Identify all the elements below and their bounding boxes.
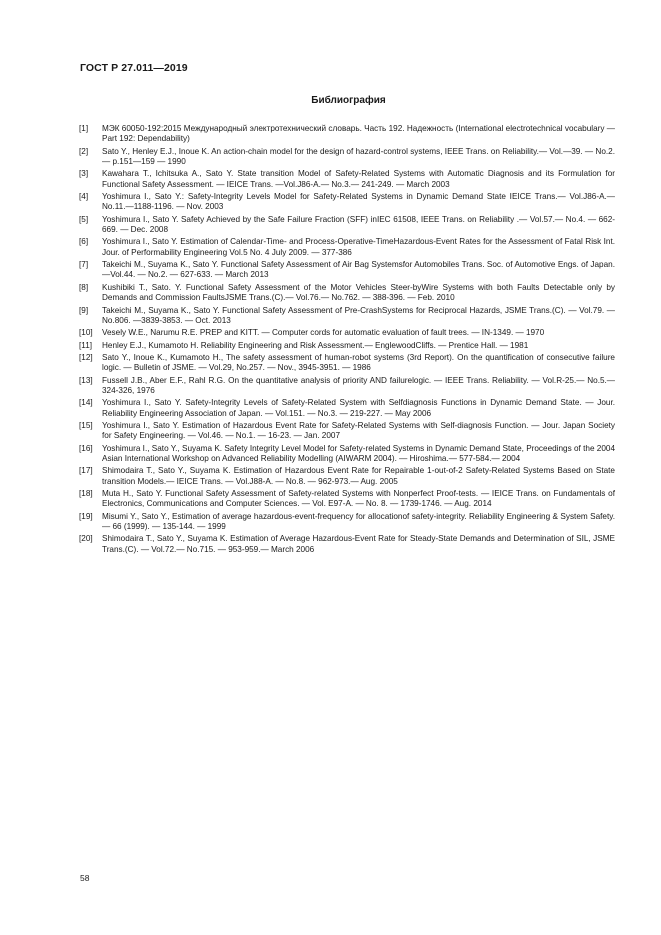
reference-item [79,306,615,327]
reference-number: [6] [79,237,89,247]
reference-item [79,215,615,236]
standard-header: ГОСТ Р 27.011—2019 [80,62,188,74]
reference-item [79,376,615,397]
reference-text: Vesely W.E., Narumu R.E. PREP and KITT. — Computer cords for automatic evaluation of fault trees. — IN-1349. — 1970 [102,328,545,338]
reference-number: [18] [79,489,93,499]
reference-item [79,260,615,281]
reference-item [79,444,615,465]
reference-text: Yoshimura I., Sato Y. Estimation of Calendar-Time- and Process-Operative-TimeHazardous-Event Rates for the Assessment of Fatal Risk Int. Jour. of Performability Engineering Vol.5 No. 4 July 2009. — 377-386 [102,237,615,257]
reference-text: Yoshimura I., Sato Y. Safety Achieved by the Safe Failure Fraction (SFF) inIEC 61508, IEEE Trans. on Reliability .— Vol.57.— No.4. — 662-669. — Dec. 2008 [102,214,615,235]
reference-text: Kushibiki T., Sato. Y. Functional Safety Assessment of the Motor Vehicles Steer-byWire Systems with both Faults Detectable only by Demands and Commission FaultsJSME Trans.(C).— Vol.76.— No.762. — 388-396. — Feb. 2010 [102,282,615,303]
reference-item [79,353,615,374]
reference-number: [3] [79,169,89,179]
page-number: 58 [80,873,90,883]
reference-number: [10] [79,328,93,338]
reference-number: [5] [79,214,89,224]
reference-item [79,192,615,213]
reference-text: Yoshimura I., Sato Y. Estimation of Hazardous Event Rate for Safety-Related Systems with Self-diagnosis Function. — Jour. Japan Society for Safety Engineering. — Vol.46. — No.1. — 16-23. — Jan. 2007 [102,421,615,441]
reference-item [79,512,615,533]
reference-number: [4] [79,192,89,202]
reference-text: Muta H., Sato Y. Functional Safety Assessment of Safety-related Systems with Nonperfect Proof-tests. — IEICE Trans. on Fundamentals of Electronics, Communications and Computer Sciences. — Vol. E97-A. — No. 8. — 1739-1746. — Aug. 2014 [102,489,615,509]
reference-text: Sato Y., Inoue K., Kumamoto H., The safety assessment of human-robot systems (3rd Report). On the quantification of consecutive failure logic. — Bulletin of JSME. — Vol.29, No.257. — Nov., 3945-3951. — 1986 [102,352,615,373]
reference-list [79,124,615,557]
reference-text: Sato Y., Henley E.J., Inoue K. An action-chain model for the design of hazard-control systems, IEEE Trans. on Reliability.— Vol.—39. — No.2.— p.151—159 — 1990 [102,146,615,166]
reference-number: [8] [79,282,89,292]
reference-number: [17] [79,466,93,476]
reference-item [79,466,615,487]
reference-number: [14] [79,398,93,408]
reference-text: Takeichi M., Suyama K., Sato Y. Functional Safety Assessment of Pre-CrashSystems for Reciprocal Hazards, JSME Trans.(C). — Vol.79. — No.806. —3839-3853. — Oct. 2013 [102,305,615,325]
reference-item [79,283,615,304]
reference-item [79,489,615,510]
reference-text: Yoshimura I., Sato Y., Suyama K. Safety Integrity Level Model for Safety-related Systems in Dynamic Demand State, Proceedings of the 2004 Asian International Workshop on Advanced Reliability Modelling (AIWARM 2004). — Hiroshima.— 577-584.— 2004 [102,443,615,464]
reference-number: [9] [79,305,89,315]
reference-number: [1] [79,124,89,133]
reference-text: Yoshimura I., Sato Y.: Safety-Integrity Levels Model for Safety-Related Systems in Dynamic Demand State IEICE Trans.— Vol.J86-A.— No.11.—1188-1196. — Nov. 2003 [102,192,615,212]
reference-number: [20] [79,534,93,544]
reference-number: [2] [79,146,89,156]
reference-number: [16] [79,443,93,453]
reference-number: [15] [79,421,93,431]
reference-item [79,328,615,338]
reference-text: Yoshimura I., Sato Y. Safety-Integrity Levels of Safety-Related System with Selfdiagnosis Functions in Dynamic Demand State. — Jour. Reliability Engineering Association of Japan. — Vol.151. — No.3. — 219-227. — May 2006 [102,398,615,418]
reference-text: Shimodaira T., Sato Y., Suyama K. Estimation of Average Hazardous-Event Rate for Steady-State Demands and Determination of SIL, JSME Trans.(C). — Vol.72.— No.715. — 953-959.— March 2006 [102,534,615,554]
reference-text: Henley E.J., Kumamoto H. Reliability Engineering and Risk Assessment.— EnglewoodCliffs. — Prentice Hall. — 1981 [102,340,529,350]
reference-item [79,341,615,351]
reference-item [79,169,615,190]
reference-text: Misumi Y., Sato Y., Estimation of average hazardous-event-frequency for allocationof safety-integrity. Reliability Engineering & System Safety. — 66 (1999). — 135-144. — 1999 [102,511,615,532]
reference-item [79,124,615,145]
reference-text: МЭК 60050-192:2015 Международный электротехнический словарь. Часть 192. Надежность (International electrotechnical vocabulary — Part 192: Dependability) [102,124,615,144]
reference-number: [12] [79,352,93,362]
reference-text: Takeichi M., Suyama K., Sato Y. Functional Safety Assessment of Air Bag Systemsfor Automobiles Trans. Soc. of Automotive Engs. of Japan. —Vol.44. — No.2. — 627-633. — March 2013 [102,260,615,280]
reference-item [79,398,615,419]
reference-text: Kawahara T., Ichitsuka A., Sato Y. State transition Model of Safety-Related Systems with Automatic Diagnosis and its Formulation for Functional Safety Assessment. — IEICE Trans. —Vol.J86-A.— No.3.— 241-249. — March 2003 [102,169,615,189]
reference-item [79,534,615,555]
reference-item [79,237,615,258]
reference-number: [19] [79,511,93,521]
reference-item [79,421,615,442]
reference-item [79,147,615,168]
reference-text: Shimodaira T., Sato Y., Suyama K. Estimation of Hazardous Event Rate for Repairable 1-out-of-2 Safety-Related Systems Based on State transition Models.— IEICE Trans. — Vol.J88-A. — No.8. — 962-973.— Aug. 2005 [102,466,615,486]
reference-number: [7] [79,260,89,270]
reference-number: [13] [79,375,93,385]
reference-number: [11] [79,340,93,350]
bibliography-title: Библиография [311,95,386,106]
reference-text: Fussell J.B., Aber E.F., Rahl R.G. On the quantitative analysis of priority AND failurelogic. — IEEE Trans. Reliability. — Vol.R-25.— No.5.— 324-326, 1976 [102,375,615,395]
